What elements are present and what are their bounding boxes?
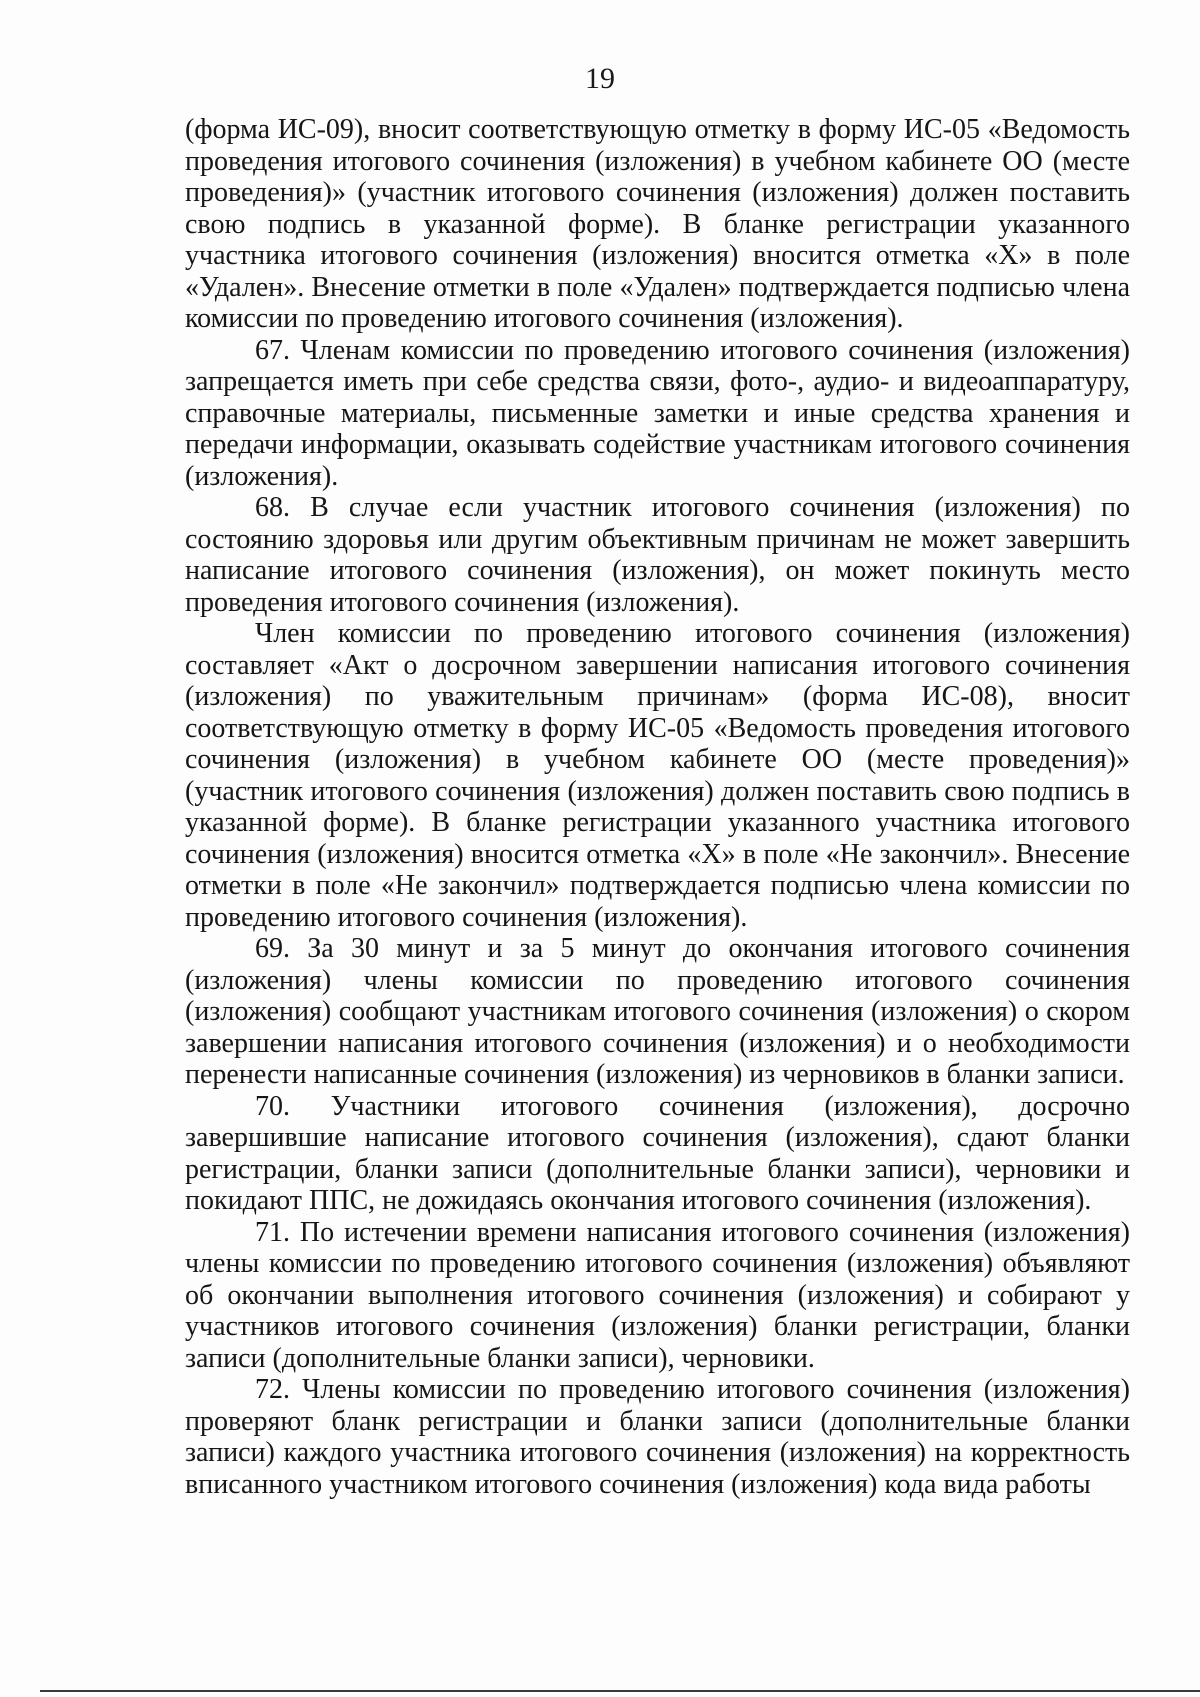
scan-edge-line: [40, 1690, 1200, 1692]
page-number: 19: [585, 62, 615, 95]
paragraph-68-member-act: Член комиссии по проведению итогового сочинения (изложения) составляет «Акт о досрочном завершении написания итогового сочинения (изложения) по уважительным причинам» (форма ИС-08), вносит соответствующую отметку в форму ИС-05 «Ведомость проведения итогового сочинения (изложения) в учебном кабинете ОО (месте проведения)» (участник итогового сочинения (изложения) должен поставить свою подпись в указанной форме). В бланке регистрации указанного участника итогового сочинения (изложения) вносится отметка «Х» в поле «Не закончил». Внесение отметки в поле «Не закончил» подтверждается подписью члена комиссии по проведению итогового сочинения (изложения).: [185, 618, 1130, 933]
paragraph-68: 68. В случае если участник итогового сочинения (изложения) по состоянию здоровья или другим объективным причинам не может завершить написание итогового сочинения (изложения), он может покинуть место проведения итогового сочинения (изложения).: [185, 492, 1130, 618]
paragraph-72: 72. Члены комиссии по проведению итогового сочинения (изложения) проверяют бланк регистрации и бланки записи (дополнительные бланки записи) каждого участника итогового сочинения (изложения) на корректность вписанного участником итогового сочинения (изложения) кода вида работы: [185, 1374, 1130, 1500]
paragraph-67: 67. Членам комиссии по проведению итогового сочинения (изложения) запрещается иметь при себе средства связи, фото-, аудио- и видеоаппаратуру, справочные материалы, письменные заметки и иные средства хранения и передачи информации, оказывать содействие участникам итогового сочинения (изложения).: [185, 334, 1130, 492]
paragraph-69: 69. За 30 минут и за 5 минут до окончания итогового сочинения (изложения) члены комиссии по проведению итогового сочинения (изложения) сообщают участникам итогового сочинения (изложения) о скором завершении написания итогового сочинения (изложения) и о необходимости перенести написанные сочинения (изложения) из черновиков в бланки записи.: [185, 933, 1130, 1090]
document-body: [185, 114, 1130, 1500]
paragraph-70: 70. Участники итогового сочинения (изложения), досрочно завершившие написание итогового сочинения (изложения), сдают бланки регистрации, бланки записи (дополнительные бланки записи), черновики и покидают ППС, не дожидаясь окончания итогового сочинения (изложения).: [185, 1090, 1130, 1216]
paragraph-71: 71. По истечении времени написания итогового сочинения (изложения) члены комиссии по проведению итогового сочинения (изложения) объявляют об окончании выполнения итогового сочинения (изложения) и собирают у участников итогового сочинения (изложения) бланки регистрации, бланки записи (дополнительные бланки записи), черновики.: [185, 1216, 1130, 1374]
paragraph-continuation: (форма ИС-09), вносит соответствующую отметку в форму ИС-05 «Ведомость проведения итогового сочинения (изложения) в учебном кабинете ОО (месте проведения)» (участник итогового сочинения (изложения) должен поставить свою подпись в указанной форме). В бланке регистрации указанного участника итогового сочинения (изложения) вносится отметка «Х» в поле «Удален». Внесение отметки в поле «Удален» подтверждается подписью члена комиссии по проведению итогового сочинения (изложения).: [185, 114, 1130, 334]
